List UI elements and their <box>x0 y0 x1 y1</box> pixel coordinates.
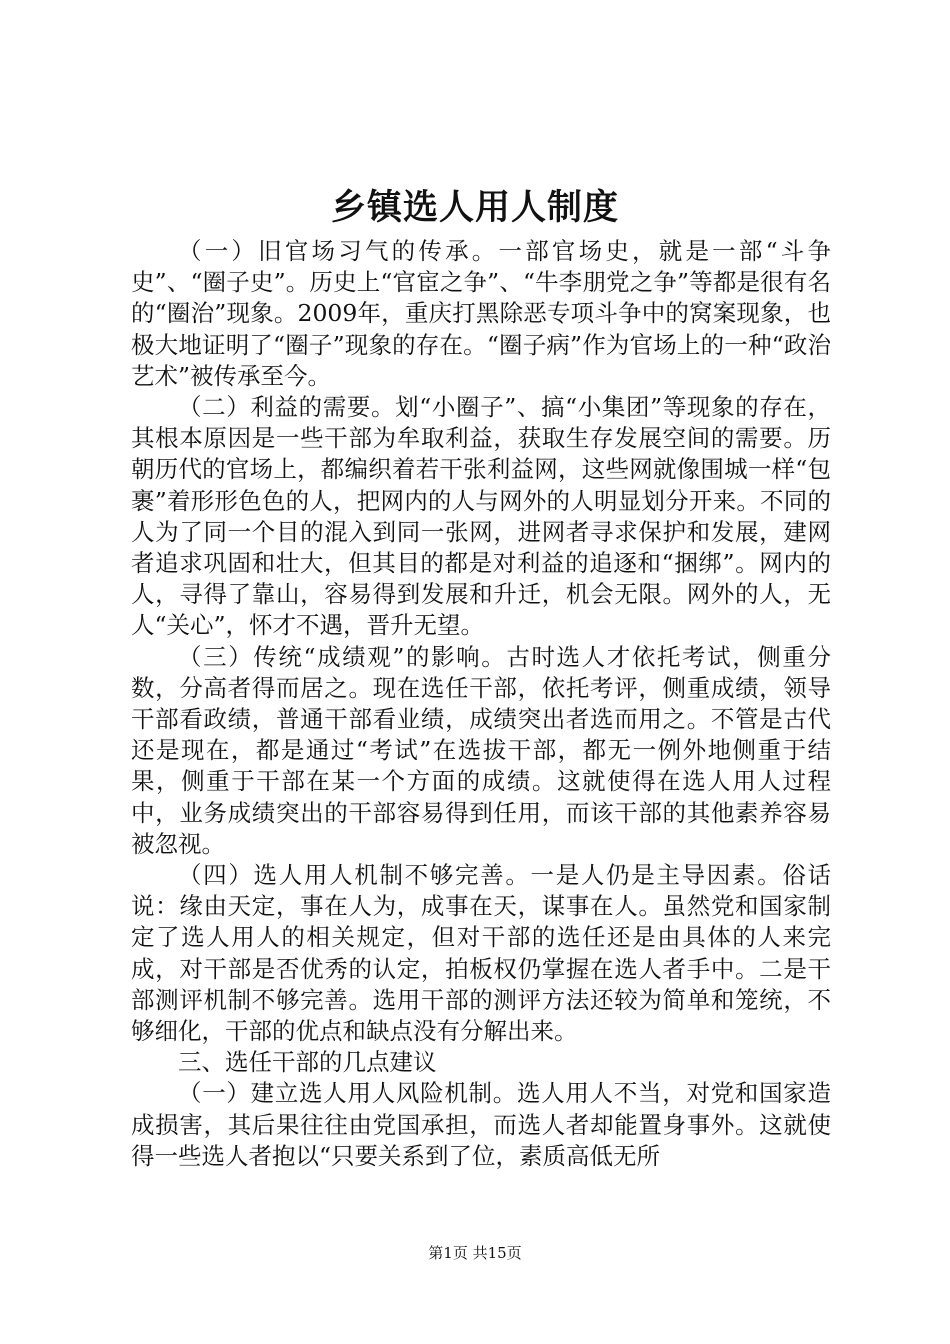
paragraph-1: （一）旧官场习气的传承。一部官场史，就是一部“斗争史”、“圈子史”。历史上“官宦之争”、“牛李朋党之争”等都是很有名的“圈治”现象。2009年，重庆打黑除恶专项斗争中的窝案现象，也极大地证明了“圈子”现象的存在。“圈子病”作为官场上的一种“政治艺术”被传承至今。 <box>131 237 831 390</box>
document-title: 乡镇选人用人制度 <box>330 187 619 228</box>
paragraph-5: （一）建立选人用人风险机制。选人用人不当，对党和国家造成损害，其后果往往由党国承担，而选人者却能置身事外。这就使得一些选人者抱以“只要关系到了位，素质高低无所 <box>131 1079 831 1170</box>
document-body <box>131 236 831 1172</box>
paragraph-2: （二）利益的需要。划“小圈子”、搞“小集团”等现象的存在，其根本原因是一些干部为牟取利益，获取生存发展空间的需要。历朝历代的官场上，都编织着若干张利益网，这些网就像围城一样“包裹”着形形色色的人，把网内的人与网外的人明显划分开来。不同的人为了同一个目的混入到同一张网，进网者寻求保护和发展，建网者追求巩固和壮大，但其目的都是对利益的追逐和“捆绑”。网内的人，寻得了靠山，容易得到发展和升迁，机会无限。网外的人，无人“关心”，怀才不遇，晋升无望。 <box>131 393 831 640</box>
paragraph-4: （四）选人用人机制不够完善。一是人仍是主导因素。俗话说：缘由天定，事在人为，成事在天，谋事在人。虽然党和国家制定了选人用人的相关规定，但对干部的选任还是由具体的人来完成，对干部是否优秀的认定，拍板权仍掌握在选人者手中。二是干部测评机制不够完善。选用干部的测评方法还较为简单和笼统，不够细化，干部的优点和缺点没有分解出来。 <box>131 861 831 1046</box>
page-footer: 第1页 共15页 <box>428 1244 522 1262</box>
paragraph-3: （三）传统“成绩观”的影响。古时选人才依托考试，侧重分数，分高者得而居之。现在选任干部，依托考评，侧重成绩，领导干部看政绩，普通干部看业绩，成绩突出者选而用之。不管是古代还是现在，都是通过“考试”在选拔干部，都无一例外地侧重于结果，侧重于干部在某一个方面的成绩。这就使得在选人用人过程中，业务成绩突出的干部容易得到任用，而该干部的其他素养容易被忽视。 <box>131 642 831 858</box>
section-heading: 三、选任干部的几点建议 <box>178 1048 437 1077</box>
